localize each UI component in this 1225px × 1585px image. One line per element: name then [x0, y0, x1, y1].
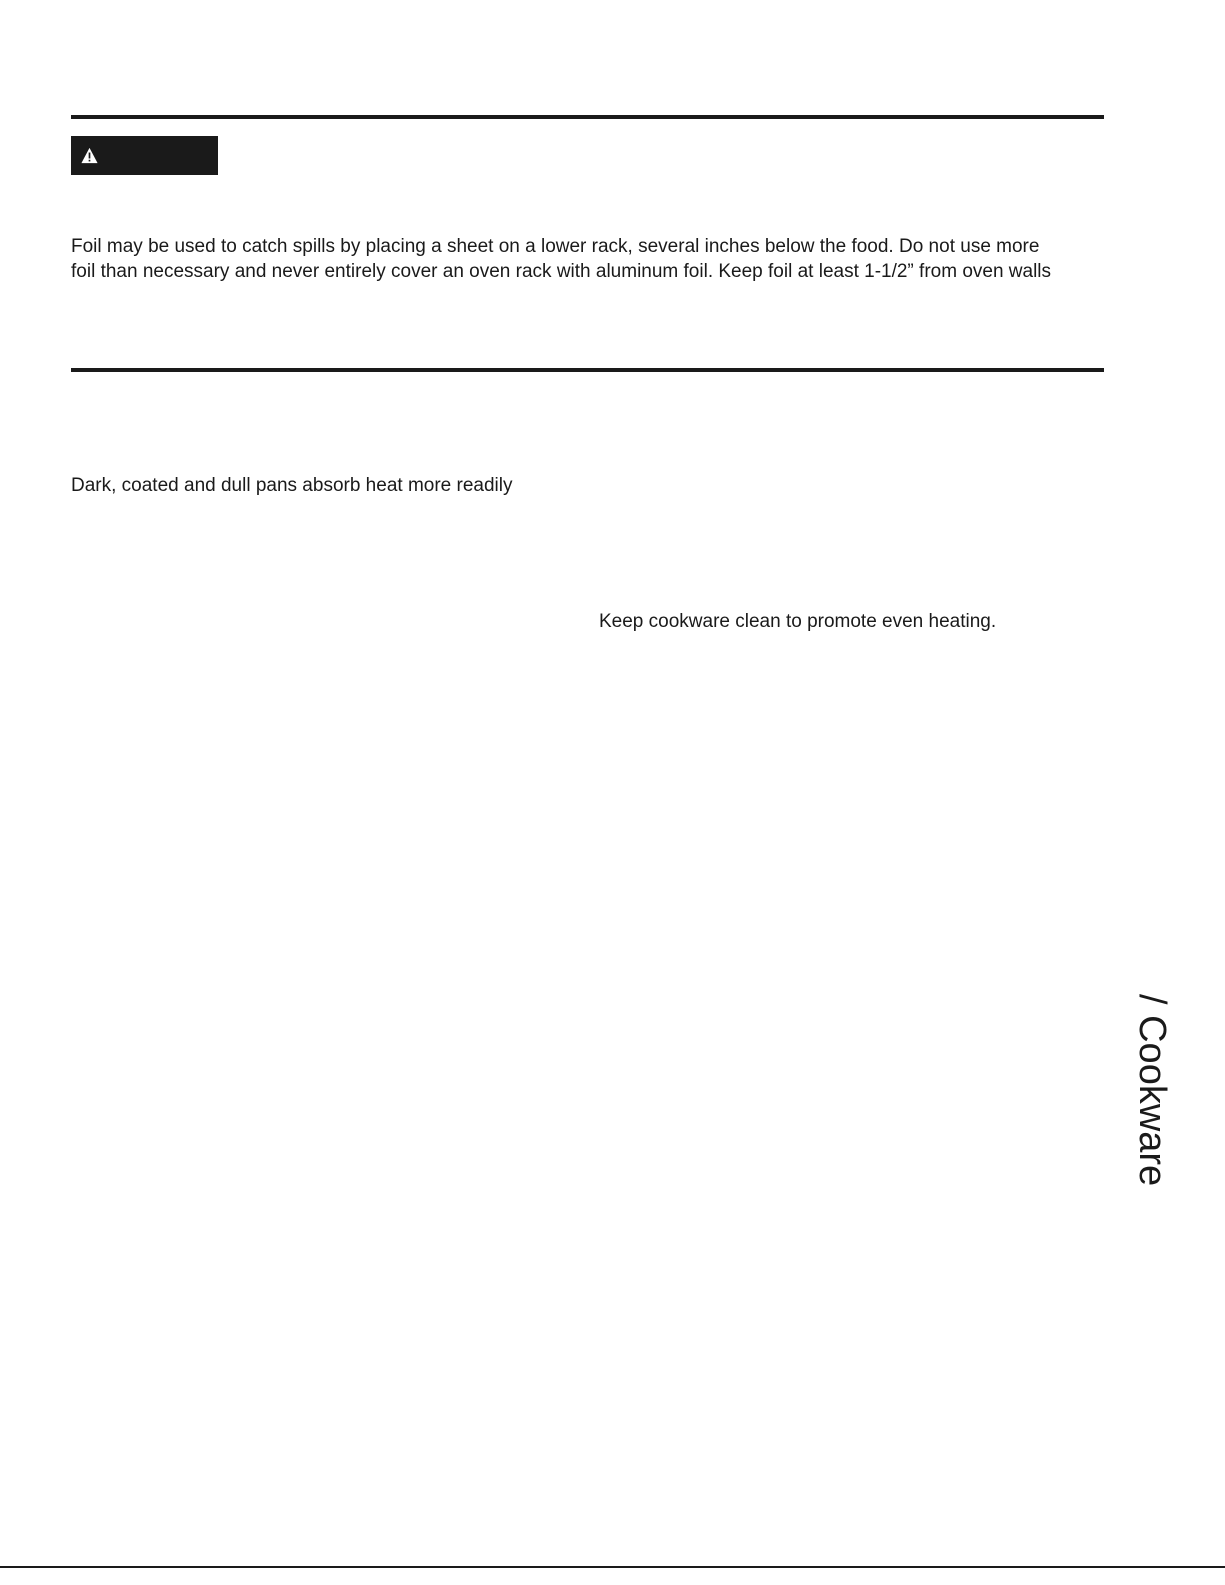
section-divider-middle — [71, 368, 1104, 372]
warning-triangle-icon — [81, 147, 98, 164]
side-tab — [1132, 994, 1172, 1204]
foil-instructions-line-1: Foil may be used to catch spills by placing a sheet on a lower rack, several inches below the food. Do not use more — [71, 236, 1040, 257]
warning-badge — [71, 136, 218, 175]
dark-pans-text: Dark, coated and dull pans absorb heat more readily — [71, 475, 513, 496]
keep-cookware-clean-text: Keep cookware clean to promote even heating. — [599, 611, 997, 632]
foil-instructions-line-2: foil than necessary and never entirely cover an oven rack with aluminum foil. Keep foil at least 1-1/2” from oven walls — [71, 261, 1052, 282]
section-divider-top — [71, 115, 1104, 119]
page-bottom-rule — [0, 1566, 1225, 1568]
side-tab-label: / Cookware — [1131, 994, 1173, 1187]
